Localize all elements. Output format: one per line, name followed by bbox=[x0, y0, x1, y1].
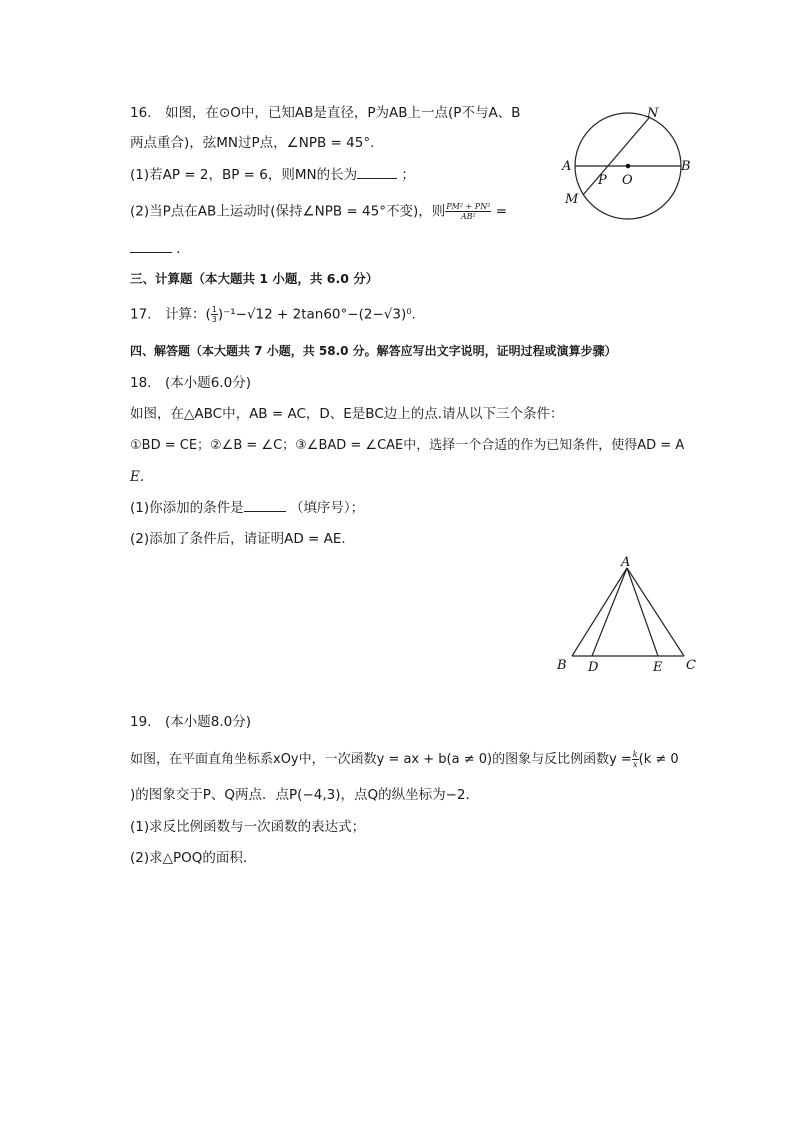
q19-frac-num: k bbox=[632, 750, 638, 759]
segment-ae bbox=[627, 568, 658, 656]
q16-part1-tail: ； bbox=[401, 167, 415, 183]
label-p: P bbox=[598, 173, 607, 188]
q17-frac-den: 3 bbox=[211, 315, 217, 324]
q16-part2-text: (2)当P点在AB上运动时(保持∠NPB = 45°不变)，则 bbox=[130, 203, 446, 220]
q18-part1-text: (1)你添加的条件是 bbox=[130, 500, 244, 516]
q18-part1-tail: （填序号）； bbox=[289, 500, 365, 516]
q19-frac-den: x bbox=[632, 760, 638, 769]
label-a: A bbox=[621, 555, 631, 570]
q17-frac-num: 1 bbox=[211, 305, 217, 314]
q16-fraction bbox=[445, 202, 491, 221]
q18-part2: (2)添加了条件后，请证明AD = AE. bbox=[130, 531, 346, 547]
label-b: B bbox=[557, 658, 567, 673]
segment-ad bbox=[592, 568, 627, 656]
q19-line2: )的图象交于P、Q两点．点P(−4,3)，点Q的纵坐标为−2． bbox=[130, 787, 480, 803]
chord-mn bbox=[583, 118, 649, 195]
label-n: N bbox=[647, 106, 659, 121]
q16-line1: 16. 如图，在⊙O中，已知AB是直径，P为AB上一点(P不与A、B bbox=[130, 105, 521, 121]
q18-line1: 如图，在△ABC中，AB = AC，D、E是BC边上的点.请从以下三个条件： bbox=[130, 406, 564, 422]
side-ac bbox=[627, 568, 684, 656]
label-m: M bbox=[565, 192, 579, 207]
section3-heading: 三、计算题（本大题共 1 小题，共 6.0 分） bbox=[130, 271, 379, 286]
side-ab bbox=[572, 568, 627, 656]
q16-line-end bbox=[130, 240, 190, 258]
q16-answer-blank-2[interactable] bbox=[130, 240, 172, 253]
q16-end-dot: ． bbox=[176, 241, 190, 257]
q19-fraction bbox=[632, 750, 639, 769]
q18-line2: ①BD = CE；②∠B = ∠C；③∠BAD = ∠CAE中，选择一个合适的作为已知条件，使得AD = A bbox=[130, 438, 685, 453]
label-b: B bbox=[681, 159, 691, 174]
q16-frac-den: AB² bbox=[460, 212, 476, 221]
q19-line1 bbox=[130, 750, 679, 769]
q16-line2: 两点重合)，弦MN过P点，∠NPB = 45°. bbox=[130, 135, 375, 151]
q17-fraction bbox=[211, 305, 218, 324]
q19-part1: (1)求反比例函数与一次函数的表达式； bbox=[130, 819, 366, 835]
q19-line1-b: (k ≠ 0 bbox=[638, 752, 679, 767]
q16-part1-text: (1)若AP = 2，BP = 6，则MN的长为 bbox=[130, 167, 358, 183]
q19-part2: (2)求△POQ的面积． bbox=[130, 850, 257, 866]
center-point bbox=[626, 164, 631, 169]
q18-part1 bbox=[130, 499, 364, 517]
section4-heading: 四、解答题（本大题共 7 小题，共 58.0 分。解答应写出文字说明，证明过程或演算步骤） bbox=[130, 344, 617, 358]
q16-equals: = bbox=[495, 203, 508, 220]
q19-line1-a: 如图，在平面直角坐标系xOy中，一次函数y = ax + b(a ≠ 0)的图象与反比例函数y = bbox=[130, 752, 632, 767]
q18-triangle-figure bbox=[550, 553, 705, 678]
q17-prefix: 17. 计算：( bbox=[130, 306, 211, 323]
label-e: E bbox=[653, 660, 663, 675]
q16-part1 bbox=[130, 166, 415, 184]
q18-line3: E. bbox=[130, 469, 145, 485]
q16-frac-num: PM² + PN² bbox=[446, 202, 491, 211]
label-c: C bbox=[686, 658, 696, 673]
label-a: A bbox=[562, 159, 572, 174]
label-d: D bbox=[588, 660, 599, 675]
q18-title: 18. (本小题6.0分) bbox=[130, 375, 251, 391]
q16-part2 bbox=[130, 202, 507, 221]
q17-rest: )⁻¹−√12 + 2tan60°−(2−√3)⁰. bbox=[217, 306, 416, 323]
q19-title: 19. (本小题8.0分) bbox=[130, 714, 251, 730]
q18-answer-blank[interactable] bbox=[244, 499, 286, 512]
q16-answer-blank-1[interactable] bbox=[357, 166, 397, 179]
q17 bbox=[130, 305, 416, 324]
label-o: O bbox=[622, 173, 633, 188]
q16-circle-figure bbox=[555, 100, 705, 225]
